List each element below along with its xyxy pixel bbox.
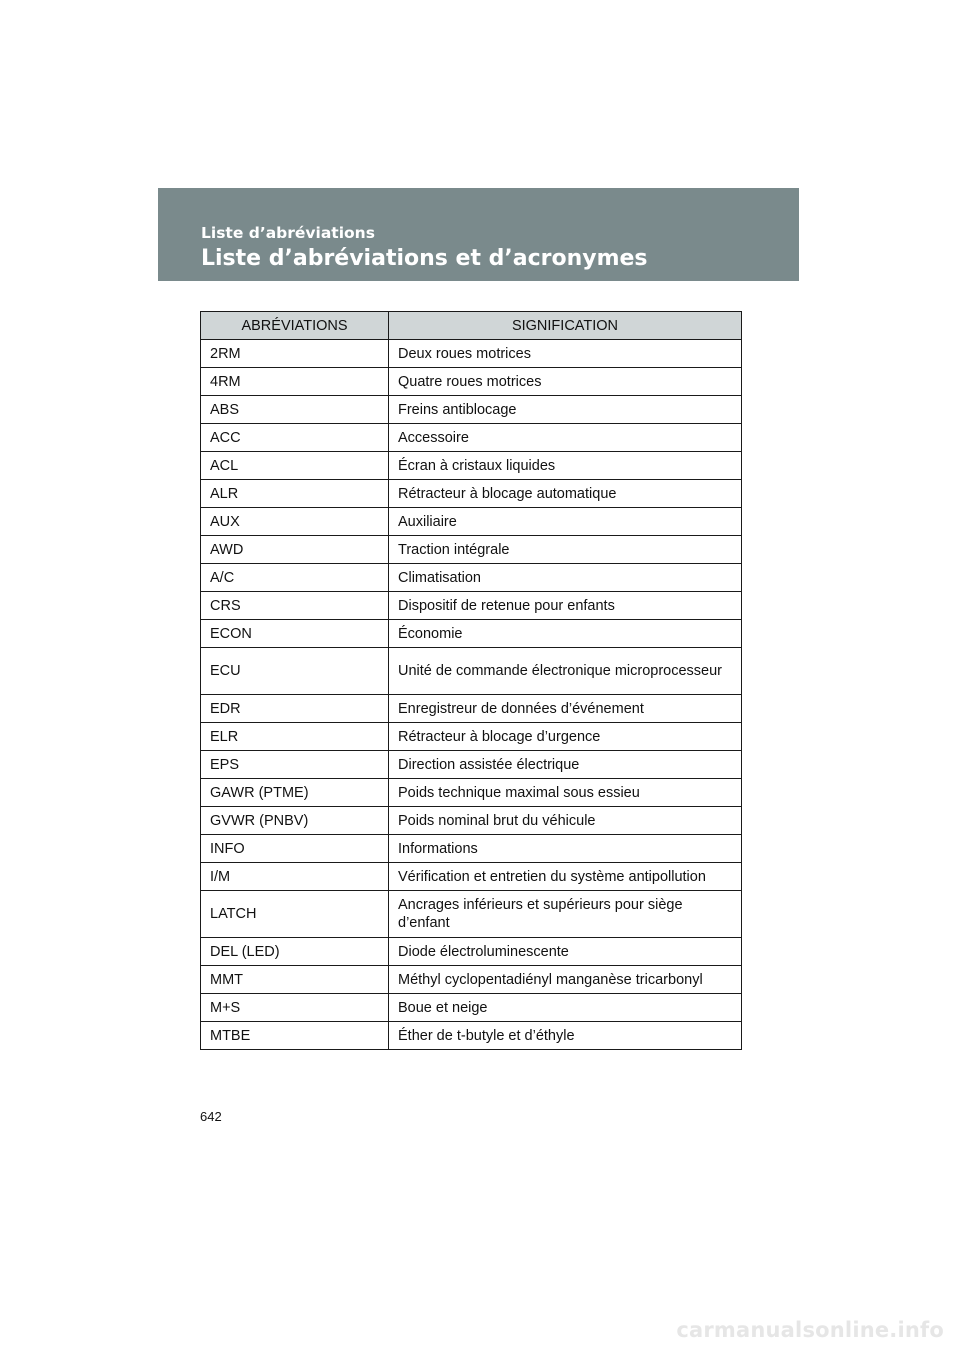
abbr-cell: 4RM [201,368,389,396]
table-row [201,508,742,536]
table-row [201,891,742,938]
table-row [201,966,742,994]
abbr-cell: A/C [201,564,389,592]
column-header-signification: SIGNIFICATION [389,312,742,340]
meaning-cell: Boue et neige [389,994,742,1022]
page-number: 642 [200,1109,222,1124]
abbr-cell: ABS [201,396,389,424]
table-row [201,938,742,966]
meaning-cell: Accessoire [389,424,742,452]
meaning-cell: Traction intégrale [389,536,742,564]
abbr-cell: CRS [201,592,389,620]
abbr-cell: GAWR (PTME) [201,779,389,807]
abbr-cell: I/M [201,863,389,891]
abbr-cell: ELR [201,723,389,751]
meaning-cell: Deux roues motrices [389,340,742,368]
table-row [201,452,742,480]
abbr-cell: AWD [201,536,389,564]
meaning-cell: Éther de t-butyle et d’éthyle [389,1022,742,1050]
table-row [201,424,742,452]
table-row [201,835,742,863]
table-row [201,779,742,807]
meaning-cell: Économie [389,620,742,648]
page-title: Liste d’abréviations et d’acronymes [201,246,648,271]
abbr-cell: 2RM [201,340,389,368]
abbr-cell: LATCH [201,891,389,938]
meaning-cell: Direction assistée électrique [389,751,742,779]
meaning-cell: Méthyl cyclopentadiényl manganèse tricarbonyl [389,966,742,994]
abbr-cell: ACL [201,452,389,480]
meaning-cell: Quatre roues motrices [389,368,742,396]
meaning-cell: Diode électroluminescente [389,938,742,966]
watermark: carmanualsonline.info [676,1318,944,1342]
table-row [201,807,742,835]
abbr-cell: M+S [201,994,389,1022]
section-header-band [158,188,799,281]
meaning-cell: Enregistreur de données d’événement [389,695,742,723]
table-row [201,648,742,695]
abbr-cell: ECON [201,620,389,648]
abbr-cell: MMT [201,966,389,994]
abbr-cell: AUX [201,508,389,536]
table-row [201,695,742,723]
abbr-cell: ECU [201,648,389,695]
meaning-cell: Freins antiblocage [389,396,742,424]
table-row [201,340,742,368]
abbr-cell: ALR [201,480,389,508]
table-row [201,863,742,891]
meaning-cell: Auxiliaire [389,508,742,536]
table-row [201,536,742,564]
table-row [201,396,742,424]
table-header-row [201,312,742,340]
table-row [201,592,742,620]
abbr-cell: INFO [201,835,389,863]
meaning-cell: Dispositif de retenue pour enfants [389,592,742,620]
abbr-cell: EDR [201,695,389,723]
table-row [201,994,742,1022]
table-row [201,1022,742,1050]
section-kicker: Liste d’abréviations [201,224,375,242]
abbr-cell: ACC [201,424,389,452]
table-row [201,564,742,592]
abbr-cell: EPS [201,751,389,779]
table-row [201,751,742,779]
meaning-cell: Poids nominal brut du véhicule [389,807,742,835]
table-row [201,723,742,751]
abbr-cell: GVWR (PNBV) [201,807,389,835]
abbreviations-table [200,311,742,1050]
meaning-cell: Informations [389,835,742,863]
meaning-cell: Unité de commande électronique microprocesseur [389,648,742,695]
abbr-cell: MTBE [201,1022,389,1050]
meaning-cell: Climatisation [389,564,742,592]
meaning-cell: Écran à cristaux liquides [389,452,742,480]
table-row [201,368,742,396]
meaning-cell: Vérification et entretien du système antipollution [389,863,742,891]
column-header-abbreviations: ABRÉVIATIONS [201,312,389,340]
meaning-cell: Poids technique maximal sous essieu [389,779,742,807]
table-row [201,620,742,648]
abbr-cell: DEL (LED) [201,938,389,966]
meaning-cell: Rétracteur à blocage automatique [389,480,742,508]
meaning-cell: Rétracteur à blocage d’urgence [389,723,742,751]
table-row [201,480,742,508]
meaning-cell: Ancrages inférieurs et supérieurs pour siège d’enfant [389,891,742,938]
